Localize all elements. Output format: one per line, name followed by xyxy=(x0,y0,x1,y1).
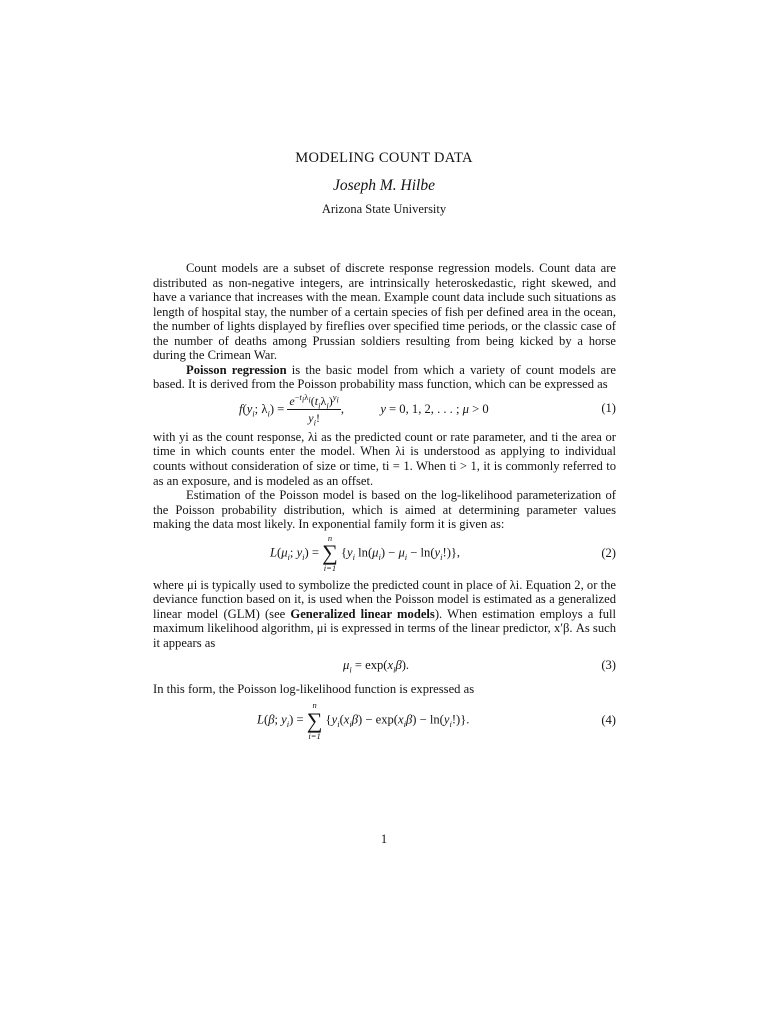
paragraph-glm-text-a: where μi is typically used to symbolize the predicted count in place of λi. Equation 2, or the deviance function based on it, is used when the Poisson model is estimated as a generalized linear model (GLM) (see xyxy=(153,577,616,621)
term-generalized-linear-models: Generalized linear models xyxy=(290,606,435,621)
equation-4 xyxy=(153,697,616,743)
equation-2-formula: $L(\mu_i$; $y_i$) = n ∑ i=1 {$y_i$ $\ln(\mu_i) - \mu_i - \ln(y_i!)$}, xyxy=(270,532,461,574)
paragraph-estimation: Estimation of the Poisson model is based on the log-likelihood parameterization of the Poisson probability distribution, which is aimed at determining parameter values making the data most likely. In exponential family form it is given as: xyxy=(153,488,616,532)
author-name: Joseph M. Hilbe xyxy=(332,177,435,194)
equation-1-number: (1) xyxy=(601,400,616,415)
paper-title: MODELING COUNT DATA xyxy=(295,150,473,166)
paragraph-poisson-regression-text: is the basic model from which a variety of count models are based. It is derived from the Poisson probability mass function, which can be expressed as xyxy=(153,362,616,392)
equation-3-formula: $\mu_i = \exp(x_i\beta)$. xyxy=(343,658,410,675)
equation-4-formula: L(β; $y_i$) = n ∑ i=1 $\{y_i(x_i\beta) - \exp(x_i\beta) - \ln(y_i!)\}$. xyxy=(257,700,470,741)
paragraph-glm xyxy=(153,578,616,651)
equation-2-number: (2) xyxy=(601,545,616,560)
equation-4-number: (4) xyxy=(601,713,616,728)
page-number: 1 xyxy=(380,832,388,846)
equation-2 xyxy=(153,532,616,578)
equation-3 xyxy=(153,650,616,682)
equation-1 xyxy=(153,392,616,430)
term-poisson-regression: Poisson regression xyxy=(186,362,287,377)
body-text xyxy=(153,261,616,743)
author-affiliation: Arizona State University xyxy=(321,202,447,216)
paragraph-count-response: with yi as the count response, λi as the predicted count or rate parameter, and ti the area or time in which counts enter the model. When λi is understood as applying to individual counts without consideration of size or time, ti = 1. When ti > 1, it is commonly referred to as an exposure, and is modeled as an offset. xyxy=(153,429,616,488)
equation-3-number: (3) xyxy=(601,658,616,673)
paragraph-log-likelihood: In this form, the Poisson log-likelihood function is expressed as xyxy=(153,682,475,697)
paragraph-glm-text-b: ). When estimation employs a full maximum likelihood algorithm, μi is expressed in terms of the linear predictor, x′β. As such it appears as xyxy=(153,606,616,650)
paragraph-intro: Count models are a subset of discrete response regression models. Count data are distributed as non-negative integers, are intrinsically heteroskedastic, right skewed, and have a variance that increases with the mean. Example count data include such situations as length of hospital stay, the number of a certain species of fish per defined area in the ocean, the number of lights displayed by fireflies over specified time periods, or the classic case of the number of deaths among Prussian soldiers resulting from being kicked by a horse during the Crimean War. xyxy=(153,261,616,363)
paragraph-poisson-regression xyxy=(153,363,616,392)
equation-1-formula: $f(y_i$; $\lambda_i$) = $\frac{e^{-t_i\lambda_i}(t_i\lambda_i)^{y_i}}{y_i!}$ , y = 0, 1, 2, . . . ; μ > 0 xyxy=(239,391,489,428)
